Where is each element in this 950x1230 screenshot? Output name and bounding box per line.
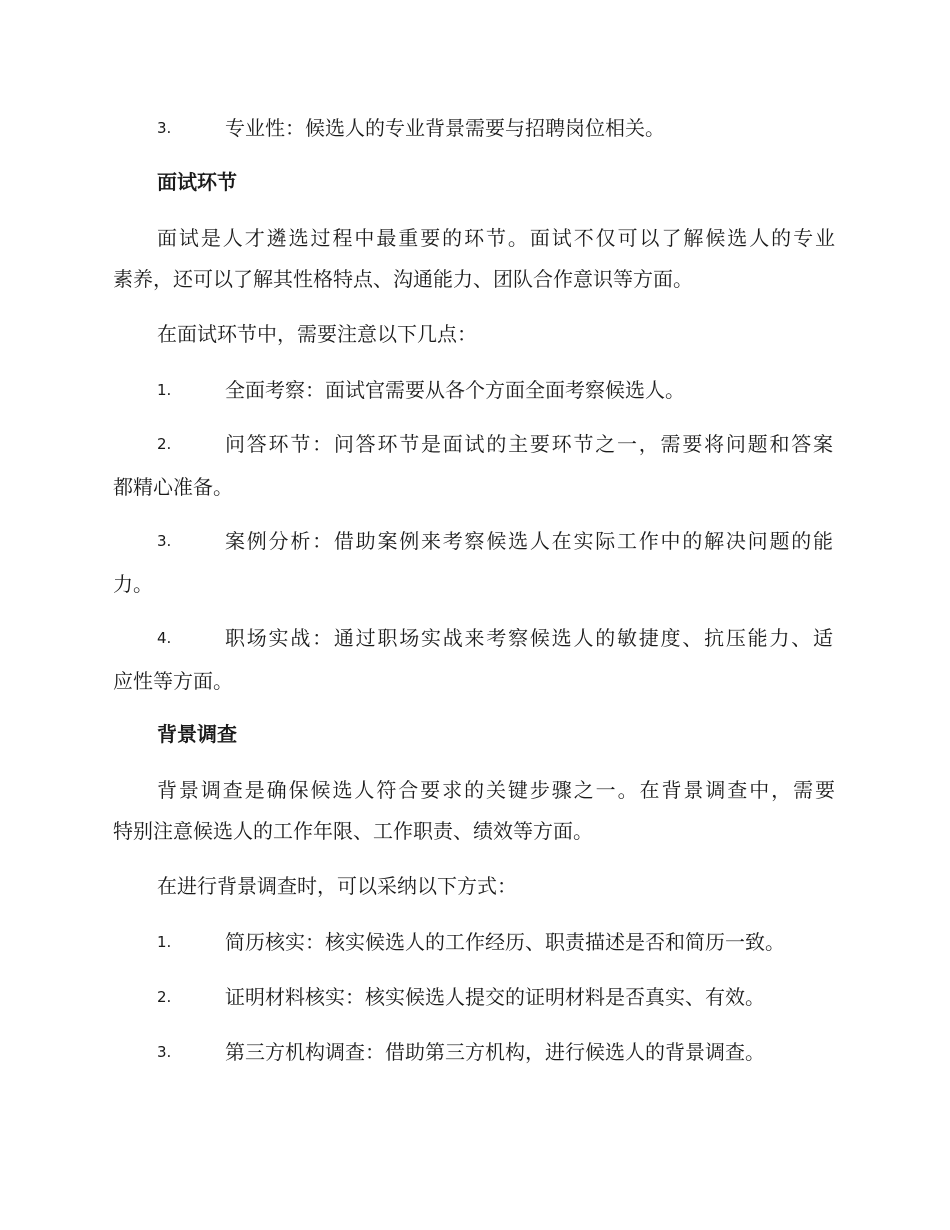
list-number: 4.: [157, 629, 172, 647]
list-item-continuation: 应性等方面。: [113, 669, 233, 693]
list-number: 2.: [157, 435, 172, 453]
section-heading-interview: 面试环节: [157, 170, 237, 194]
list-item-continuation: 都精心准备。: [113, 475, 233, 499]
list-number: 3.: [157, 119, 172, 137]
paragraph-line: 在进行背景调查时，可以采纳以下方式：: [157, 874, 517, 898]
list-item-text: 案例分析：借助案例来考察候选人在实际工作中的解决问题的能: [225, 529, 833, 553]
list-item-text: 职场实战：通过职场实战来考察候选人的敏捷度、抗压能力、适: [225, 626, 833, 650]
list-number: 1.: [157, 933, 172, 951]
list-item-text: 证明材料核实：核实候选人提交的证明材料是否真实、有效。: [225, 985, 765, 1009]
list-item-continuation: 力。: [113, 572, 153, 596]
paragraph-line: 素养，还可以了解其性格特点、沟通能力、团队合作意识等方面。: [113, 267, 693, 291]
list-number: 1.: [157, 381, 172, 399]
paragraph-line: 背景调查是确保候选人符合要求的关键步骤之一。在背景调查中，需要: [157, 778, 835, 802]
section-heading-background: 背景调查: [157, 722, 237, 746]
paragraph-line: 在面试环节中，需要注意以下几点：: [157, 322, 477, 346]
paragraph-line: 面试是人才遴选过程中最重要的环节。面试不仅可以了解候选人的专业: [157, 226, 835, 250]
list-item-text: 问答环节：问答环节是面试的主要环节之一，需要将问题和答案: [225, 432, 833, 456]
list-item-text: 简历核实：核实候选人的工作经历、职责描述是否和简历一致。: [225, 930, 785, 954]
list-number: 2.: [157, 988, 172, 1006]
list-item-text: 全面考察：面试官需要从各个方面全面考察候选人。: [225, 378, 685, 402]
paragraph-line: 特别注意候选人的工作年限、工作职责、绩效等方面。: [113, 819, 593, 843]
list-item-text: 第三方机构调查：借助第三方机构，进行候选人的背景调查。: [225, 1040, 765, 1064]
list-item-text: 专业性：候选人的专业背景需要与招聘岗位相关。: [225, 116, 665, 140]
list-number: 3.: [157, 532, 172, 550]
list-number: 3.: [157, 1043, 172, 1061]
